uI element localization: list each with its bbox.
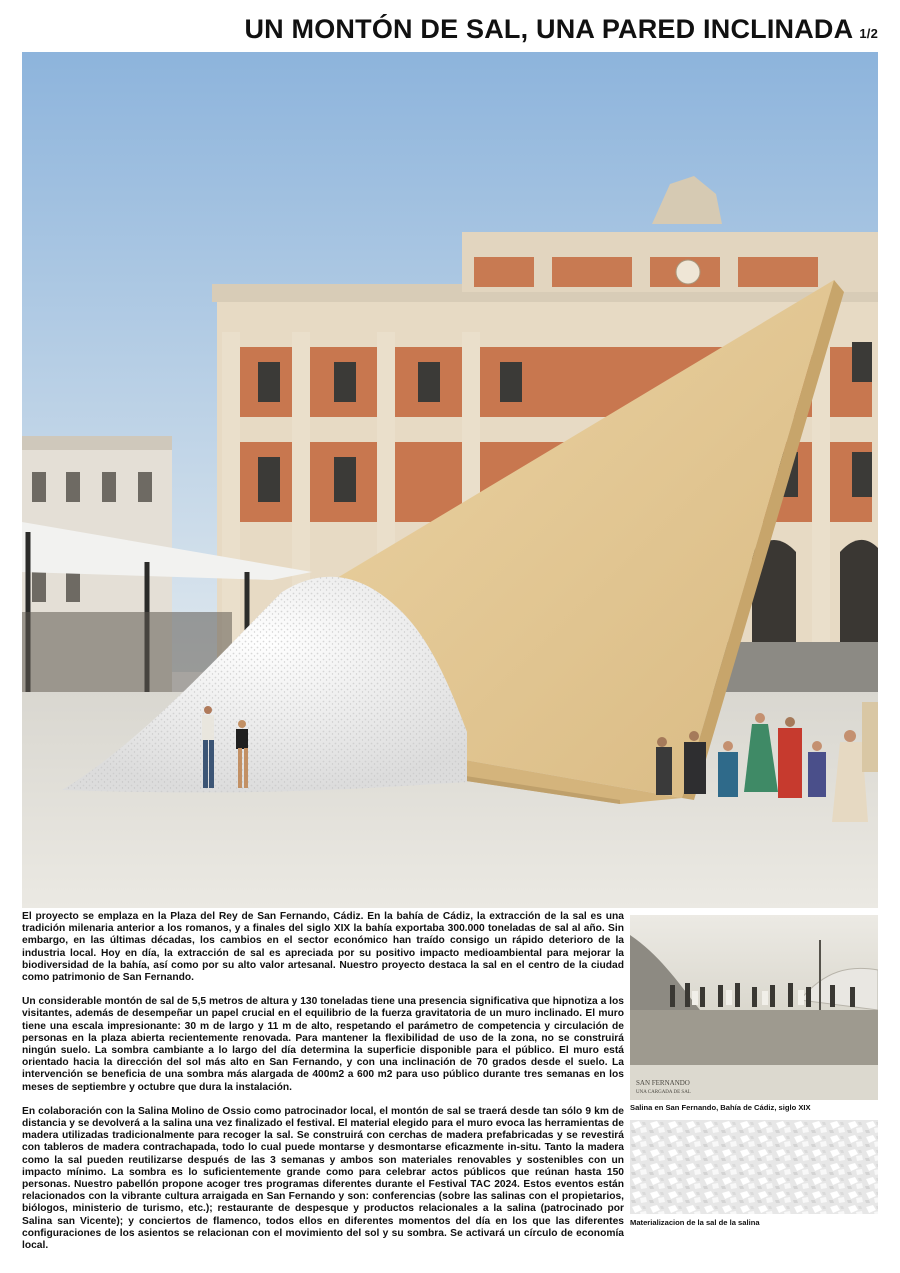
page-number: 1/2 <box>859 26 878 41</box>
salt-crystals-photo <box>630 1120 878 1214</box>
paragraph-3: En colaboración con la Salina Molino de Ossio como patrocinador local, el montón de sal se traerá desde tan sólo 9 km de distancia y se devolverá a la salina una vez finalizado el festival. El material elegido para el muro evoca las herramientas de madera utilizadas tradicionalmente para recoger la sal. Se construirá con cerchas de madera prefabricadas y se revestirá con tableros de madera contrachapada, todo lo cual puede montarse y desmontarse eficazmente in-situ. Tanto la madera como la sal pueden reutilizarse después de las 3 semanas y ambos son materiales renovables y sostenibles con un impacto mínimo. La sombra es lo suficientemente grande como para celebrar actos públicos que reúnan hasta 150 personas. Nuestro pabellón propone acoger tres programas diferentes durante el Festival TAC 2024. Estos eventos están relacionados con la vibrante cultura arraigada en San Fernando y son: conferencias (sobre las salinas con el propietarios, biólogos, ministerio de turismo, etc.); restaurante de despesque y productos relacionales a la salina (patrocinado por Salina san Vicente); y conciertos de flamenco, todos ellos en diferentes momentos del día en los que las diferentes configuraciones de los asientos se relacionan con el movimiento del sol y su sombra. Se activará un círculo de economía local. <box>22 1105 624 1252</box>
hero-photo <box>22 52 878 908</box>
page-title <box>244 14 878 45</box>
historic-photo-illustration <box>630 915 878 1100</box>
paragraph-2: Un considerable montón de sal de 5,5 metros de altura y 130 toneladas tiene una presencia significativa que hipnotiza a los visitantes, además de desempeñar un papel crucial en el equilibrio de la fuerza gravitatoria de un muro inclinado. El muro tiene una escala impresionante: 30 m de largo y 11 m de alto, respetando el parámetro de competencia y circulación de personas en la plaza abierta recientemente renovada. Para mantener la flexibilidad de uso de la zona, no se construirá ningún suelo. La sombra cambiante a lo largo del día determina la superficie disponible para el público. El muro está orientado hacia la dirección del sol más alto en San Fernando, y con una inclinación de 70 grados desde el suelo. La intervención se beneficia de una sombra más alargada de 400m2 a 600 m2 para uso público durante tres semanas en los meses de septiembre y octubre que dura la instalación. <box>22 996 624 1093</box>
caption-historic-photo: Salina en San Fernando, Bahía de Cádiz, siglo XIX <box>630 1103 811 1112</box>
salt-crystals-illustration <box>630 1120 878 1214</box>
description-text <box>22 911 624 1264</box>
inscription-title: SAN FERNANDO <box>636 1079 690 1087</box>
historic-salina-photo <box>630 915 878 1100</box>
caption-salt-photo: Materializacion de la sal de la salina <box>630 1218 760 1227</box>
model-scene-illustration <box>22 52 878 908</box>
inscription-subtitle: UNA CARGADA DE SAL <box>636 1090 691 1095</box>
paragraph-1: El proyecto se emplaza en la Plaza del Rey de San Fernando, Cádiz. En la bahía de Cádiz, la extracción de la sal es una tradición milenaria anterior a los romanos, y a finales del siglo XIX la bahía exportaba 300.000 toneladas de sal al año. Sin embargo, en las últimas décadas, los cambios en el sector económico han traído consigo un rápido deterioro de la industria local. Hoy en día, la extracción de sal es apreciada por su positivo impacto medioambiental para mejorar la biodiversidad de la bahía, así como por su alto valor artesanal. Nuestro proyecto destaca la sal en el centro de la ciudad como patrimonio de San Fernando. <box>22 911 624 984</box>
title-text: UN MONTÓN DE SAL, UNA PARED INCLINADA <box>244 14 854 44</box>
